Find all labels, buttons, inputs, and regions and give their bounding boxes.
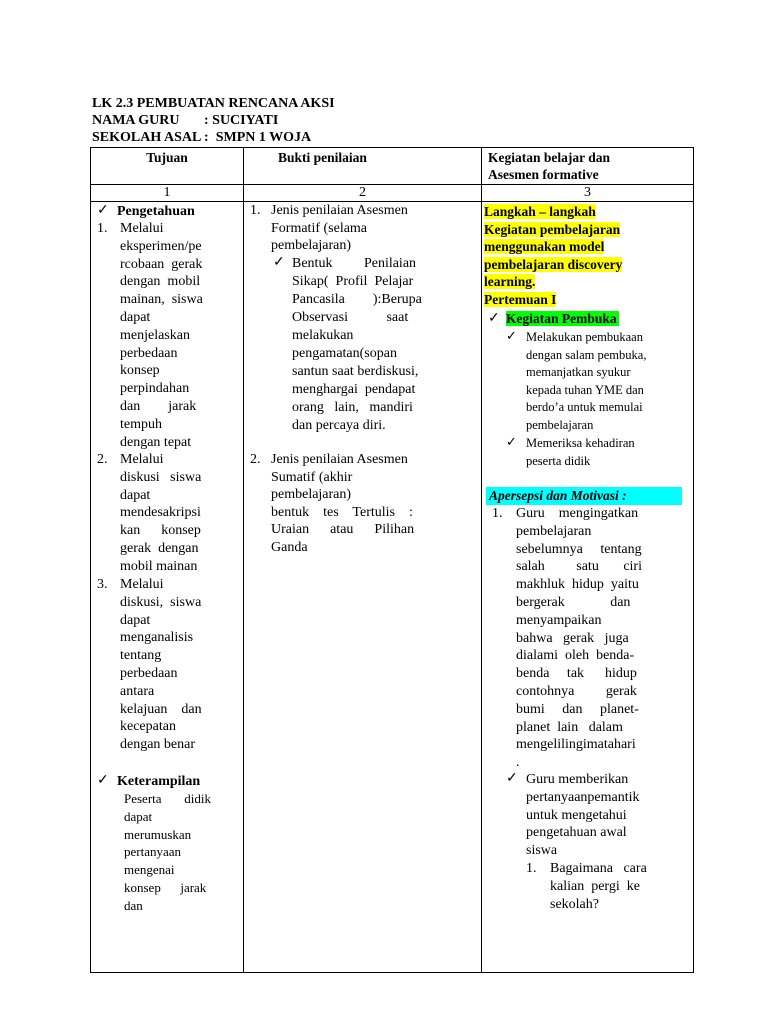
text-line: menghargai pendapat — [292, 382, 416, 397]
text-line: santun saat berdiskusi, — [292, 364, 419, 379]
list-number: 2. — [250, 452, 261, 467]
document-title: LK 2.3 PEMBUATAN RENCANA AKSI — [92, 96, 335, 111]
text-line: dapat — [120, 309, 151, 325]
apersepsi-label: Apersepsi dan Motivasi : — [486, 487, 682, 505]
pembuka-item-1 — [526, 329, 646, 434]
column-number-1: 1 — [91, 185, 244, 202]
keterampilan-text — [124, 790, 222, 915]
text-line: dan percaya diri. — [292, 418, 386, 433]
text-line: Melalui — [120, 221, 164, 236]
text-line: dan jarak — [120, 398, 197, 414]
text-line: pembelajaran — [526, 417, 594, 432]
text-line: Sikap( Profil Pelajar — [292, 274, 414, 289]
check-icon: ✓ — [273, 255, 285, 270]
text-line: mengelilingimatahari — [516, 737, 636, 753]
text-line: Jenis penilaian Asesmen — [271, 452, 408, 467]
pembuka-item-2 — [526, 435, 635, 470]
text-line: kepada tuhan YME dan — [526, 382, 644, 397]
bukti-item-2 — [271, 451, 451, 556]
check-icon: ✓ — [97, 203, 109, 218]
pengetahuan-label: Pengetahuan — [117, 204, 195, 219]
text-line: dengan mobil — [120, 274, 201, 290]
text-line: perbedaan — [120, 345, 178, 361]
text-line: Jenis penilaian Asesmen — [271, 203, 408, 218]
number-row — [91, 185, 694, 202]
text-line: peserta didik — [526, 453, 591, 468]
text-line: planet lain dalam — [516, 719, 623, 735]
text-line: merumuskan — [124, 826, 192, 842]
text-line: rcobaan gerak — [120, 256, 203, 272]
text-line: mengenai — [124, 862, 175, 878]
text-line: Langkah – langkah — [484, 204, 596, 219]
tujuan-item-2 — [120, 451, 222, 576]
text-line: Melakukan pembukaan — [526, 330, 643, 344]
text-line: Bentuk Penilaian — [292, 256, 417, 271]
text-line: Sumatif (akhir — [271, 469, 353, 485]
text-line: menyampaikan — [516, 612, 602, 628]
text-line: pembelajaran) — [271, 487, 352, 502]
text-line: kan konsep — [120, 523, 201, 539]
text-line: dengan benar — [120, 737, 196, 753]
text-line: perpindahan — [120, 381, 190, 397]
text-line: memanjatkan syukur — [526, 365, 631, 379]
list-number: 1. — [250, 203, 261, 218]
text-line: Guru mengingatkan — [516, 506, 639, 521]
text-line: menjelaskan — [120, 327, 190, 343]
text-line: kecepatan — [120, 719, 176, 735]
text-line: melakukan — [292, 328, 354, 343]
text-line: contohnya gerak — [516, 683, 637, 699]
column-number-3: 3 — [482, 185, 694, 202]
text-line: antara — [120, 683, 155, 699]
text-line: menggunakan model — [484, 239, 605, 254]
text-line: kelajuan dan — [120, 701, 202, 717]
guru-item-2 — [526, 771, 640, 860]
header-row — [91, 148, 694, 185]
check-icon: ✓ — [97, 773, 109, 788]
header-tujuan: Tujuan — [91, 148, 244, 185]
text-line: bergerak dan — [516, 594, 631, 610]
bukti-sub-item-1 — [292, 255, 452, 435]
column-number-2: 2 — [244, 185, 482, 202]
text-line: dialami oleh benda- — [516, 648, 635, 664]
text-line: Memeriksa kehadiran — [526, 436, 635, 450]
keterampilan-label: Keterampilan — [117, 774, 201, 789]
text-line: diskusi siswa — [120, 469, 202, 485]
text-line: Melalui — [120, 452, 164, 467]
text-line: menganalisis — [120, 630, 194, 646]
header-bukti: Bukti penilaian — [244, 148, 482, 185]
text-line: perbedaan — [120, 665, 178, 681]
text-line: pembelajaran — [516, 523, 592, 539]
text-line: Guru memberikan — [526, 772, 629, 787]
text-line: dapat — [120, 487, 151, 503]
text-line: Kegiatan pembelajaran — [484, 221, 621, 237]
content-row — [91, 202, 694, 973]
check-icon: ✓ — [506, 328, 517, 343]
text-line: Bagaimana cara — [550, 861, 647, 876]
text-line: . — [516, 755, 520, 771]
text-line: mobil mainan — [120, 558, 198, 574]
text-line: diskusi, siswa — [120, 594, 202, 610]
text-line: dan — [124, 897, 143, 913]
text-line: pertanyaan — [124, 844, 182, 860]
pembuka-label: Kegiatan Pembuka — [506, 311, 617, 326]
text-line: konsep — [120, 363, 160, 379]
text-line: pertanyaanpemantik — [526, 789, 640, 805]
text-line: learning. — [484, 274, 536, 289]
header-kegiatan: Kegiatan belajar dan Asesmen formative — [482, 148, 694, 185]
text-line: pengetahuan awal — [526, 825, 627, 841]
text-line: gerak dengan — [120, 540, 199, 556]
text-line: untuk mengetahui — [526, 807, 627, 823]
text-line: orang lain, mandiri — [292, 400, 413, 415]
text-line: dengan tepat — [120, 434, 192, 450]
tujuan-cell — [91, 202, 244, 973]
text-line: Formatif (selama — [271, 220, 368, 236]
tujuan-item-3 — [120, 576, 222, 754]
text-line: siswa — [526, 843, 558, 859]
text-line: kalian pergi ke — [550, 878, 640, 894]
text-line: Ganda — [271, 539, 308, 555]
text-line: pengamatan(sopan — [292, 346, 397, 361]
text-line: bahwa gerak juga — [516, 630, 629, 646]
text-line: benda tak hidup — [516, 666, 637, 682]
guru-item-1 — [516, 505, 668, 772]
text-line: Observasi saat — [292, 310, 409, 325]
kegiatan-cell — [482, 202, 694, 973]
text-line: dapat — [124, 808, 153, 824]
text-line: bumi dan planet- — [516, 701, 639, 717]
langkah-heading — [484, 203, 622, 291]
list-number: 1. — [526, 861, 537, 876]
pertemuan-label: Pertemuan I — [484, 292, 557, 307]
list-number: 3. — [97, 577, 108, 592]
text-line: tentang — [120, 648, 162, 664]
list-number: 1. — [492, 506, 503, 521]
text-line: makhluk hidup yaitu — [516, 577, 639, 593]
text-line: Pancasila ):Berupa — [292, 292, 422, 307]
text-line: sebelumnya tentang — [516, 541, 642, 557]
text-line: Melalui — [120, 577, 164, 592]
text-line: pembelajaran discovery — [484, 256, 623, 272]
text-line: dapat — [120, 612, 151, 628]
text-line: sekolah? — [550, 896, 599, 912]
text-line: eksperimen/pe — [120, 238, 202, 254]
list-number: 1. — [97, 221, 108, 236]
text-line: bentuk tes Tertulis : — [271, 504, 413, 520]
check-icon: ✓ — [488, 311, 500, 326]
tujuan-item-1 — [120, 220, 222, 451]
text-line: konsep jarak — [124, 879, 207, 895]
check-icon: ✓ — [506, 771, 518, 786]
teacher-name: NAMA GURU : SUCIYATI — [92, 113, 279, 128]
text-line: dengan salam pembuka, — [526, 347, 647, 362]
school-origin: SEKOLAH ASAL : SMPN 1 WOJA — [92, 130, 312, 145]
bukti-item-1 — [271, 202, 451, 255]
text-line: mainan, siswa — [120, 292, 203, 308]
text-line: berdo’a untuk memulai — [526, 400, 643, 414]
text-line: mendesakripsi — [120, 505, 201, 521]
check-icon: ✓ — [506, 434, 517, 449]
text-line: salah satu ciri — [516, 559, 642, 575]
text-line: tempuh — [120, 416, 162, 432]
text-line: pembelajaran) — [271, 238, 352, 253]
text-line: Peserta didik — [124, 791, 212, 806]
text-line: Uraian atau Pilihan — [271, 522, 415, 537]
question-1 — [550, 860, 667, 913]
bukti-cell — [244, 202, 482, 973]
list-number: 2. — [97, 452, 108, 467]
action-plan-table — [90, 147, 694, 973]
